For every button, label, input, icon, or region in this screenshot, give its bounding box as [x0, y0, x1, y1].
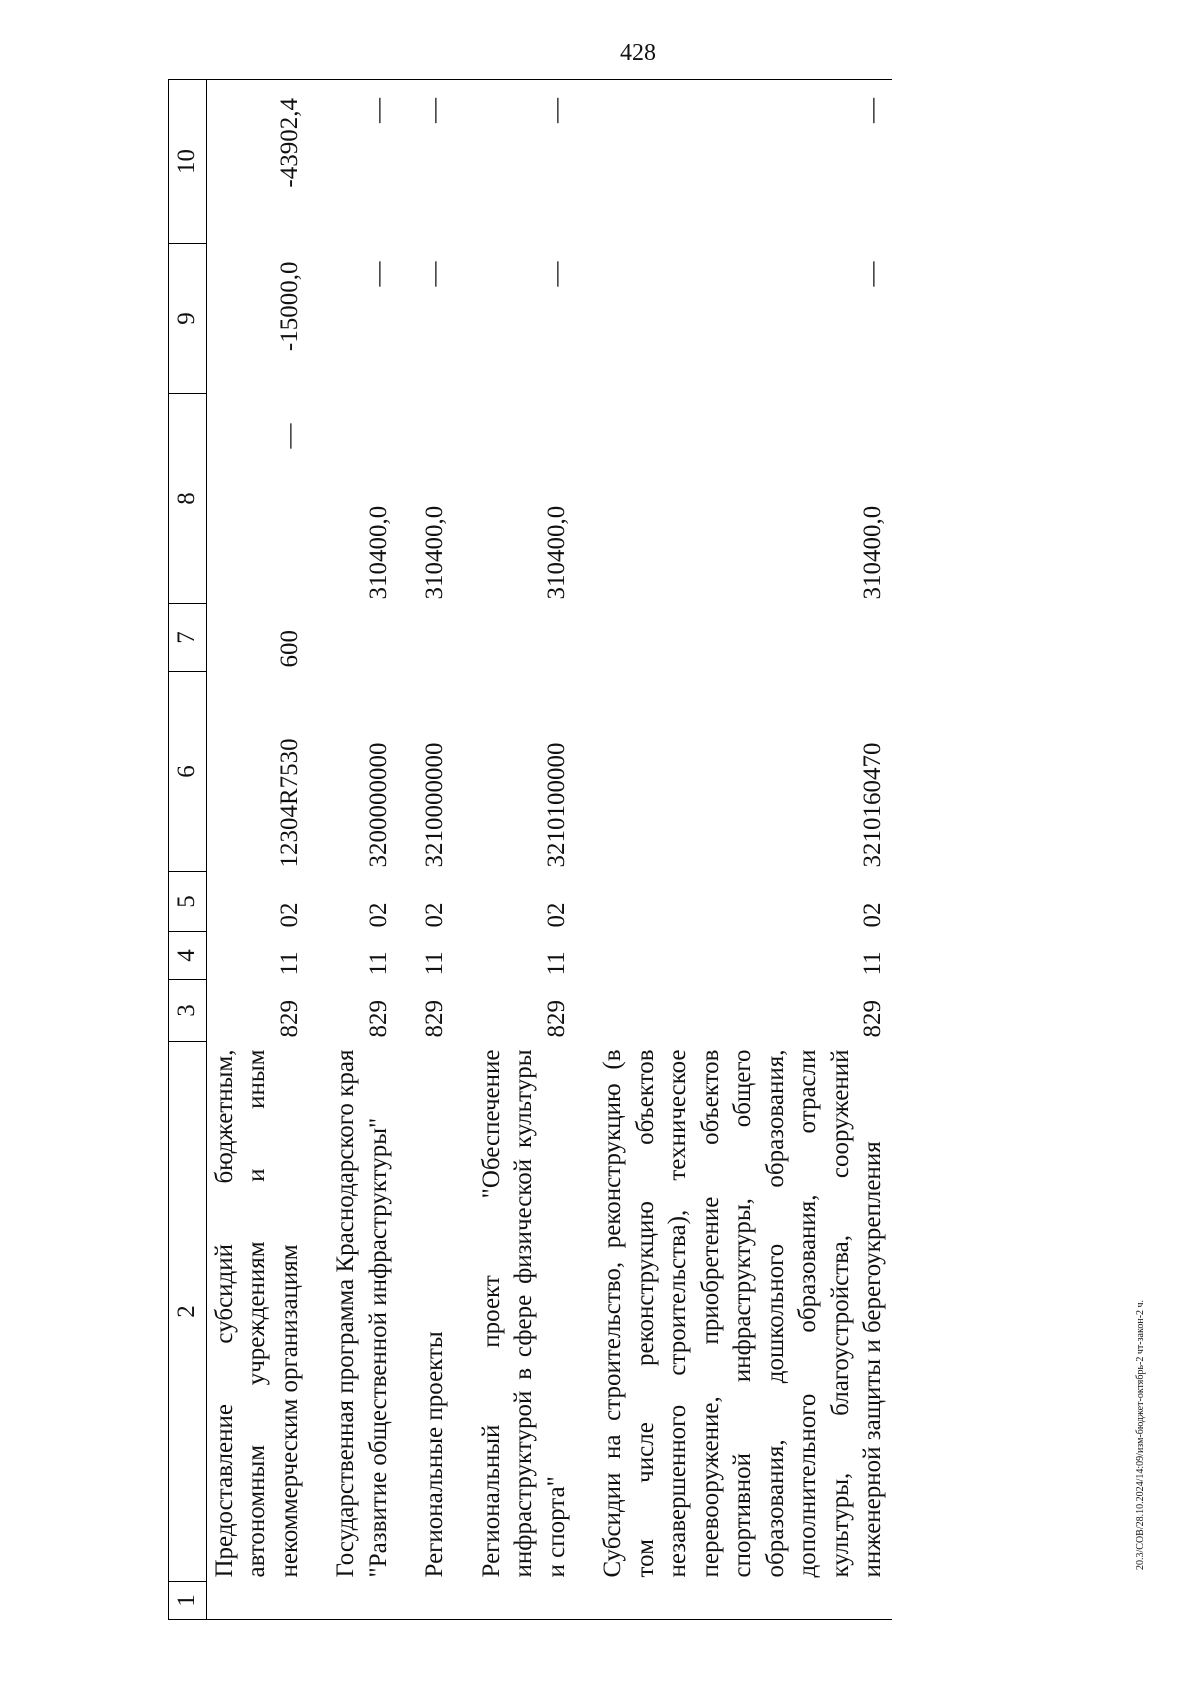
rotated-table-container	[168, 80, 1048, 1620]
cell-c5: 02	[421, 902, 448, 928]
cell-c8: 310400,0	[421, 505, 448, 600]
page-number: 428	[620, 40, 656, 66]
header-cell: 5	[169, 872, 207, 932]
cell-c6: 3210000000	[421, 742, 448, 868]
cell-c10: —	[328, 80, 397, 244]
cell-c9: —	[421, 261, 448, 287]
cell-c3: 829	[421, 1000, 448, 1038]
cell-c3: 829	[364, 1000, 392, 1038]
table-row	[474, 80, 576, 1620]
cell-c5: 02	[364, 902, 392, 928]
row-name: Предоставление субсидий бюджетным, автономным учреждениям и иным некоммерческим организациям	[210, 1049, 303, 1578]
cell-c10: —	[417, 80, 454, 244]
cell-c4: 11	[859, 951, 886, 976]
cell-c10: —	[595, 80, 892, 244]
row-index-cell	[417, 1582, 454, 1620]
header-cell: 6	[169, 672, 207, 872]
cell-c7	[417, 604, 454, 672]
table-row	[595, 80, 892, 1620]
row-name: Государственная программа Краснодарского края "Развитие общественной инфраструктуры"	[332, 1049, 392, 1578]
cell-c7	[328, 604, 397, 672]
cell-c4: 11	[421, 951, 448, 976]
cell-c4: 11	[364, 951, 392, 976]
cell-c6: 12304R7530	[275, 738, 303, 868]
row-index-cell	[328, 1582, 397, 1620]
table-row	[206, 80, 308, 1620]
cell-c5: 02	[542, 902, 570, 928]
footer-document-code: 20.3/СОВ/28.10.2024/14:09/изм-бюджет-октябрь-2 чт-закон-2 ч.	[1135, 1299, 1146, 1570]
cell-c8: 310400,0	[859, 505, 886, 600]
row-index-cell	[474, 1582, 576, 1620]
cell-c10: —	[474, 80, 576, 244]
cell-c3: 829	[275, 1000, 303, 1038]
row-index-cell	[206, 1582, 308, 1620]
cell-c3: 829	[542, 1000, 570, 1038]
cell-c9: —	[859, 261, 886, 287]
cell-c9: -15000,0	[275, 261, 303, 352]
cell-c10: -43902,4	[206, 80, 308, 244]
cell-c7	[595, 604, 892, 672]
cell-c8: 310400,0	[542, 505, 570, 600]
cell-c3: 829	[859, 1000, 886, 1038]
cell-c6: 3210160470	[859, 742, 886, 868]
cell-c5: 02	[275, 902, 303, 928]
header-cell: 8	[169, 394, 207, 604]
cell-c5: 02	[859, 902, 886, 928]
cell-c8: 310400,0	[364, 505, 392, 600]
row-name: Субсидии на строительство, реконструкцию (в том числе реконструкцию объектов незавершенного строительства), техническое перевооружение, приобретение объектов спортивной инфраструктуры, общего образования, дошкольного образования, дополнительного образования, отрасли культуры, благоустройства, сооружений инженерной защиты и берегоукрепления	[599, 1049, 886, 1578]
header-cell: 10	[169, 80, 207, 244]
table-row	[328, 80, 397, 1620]
row-name: Региональный проект "Обеспечение инфраструктурой в сфере физической культуры и спорта"	[477, 1049, 570, 1578]
header-cell: 4	[169, 932, 207, 980]
cell-c7	[474, 604, 576, 672]
cell-c6: 3200000000	[364, 742, 392, 868]
header-cell: 7	[169, 604, 207, 672]
row-name: Региональные проекты	[421, 1331, 448, 1578]
cell-c9: —	[542, 261, 570, 287]
cell-c9: —	[364, 261, 392, 287]
budget-table	[168, 79, 892, 1620]
header-row	[169, 80, 207, 1620]
row-index-cell	[595, 1582, 892, 1620]
cell-c7: 600	[275, 630, 303, 668]
table-row	[417, 80, 454, 1620]
cell-c4: 11	[275, 951, 303, 976]
header-cell: 3	[169, 980, 207, 1042]
cell-c4: 11	[542, 951, 570, 976]
cell-c6: 3210100000	[542, 742, 570, 868]
header-cell: 2	[169, 1042, 207, 1582]
cell-c8: —	[275, 423, 303, 449]
header-cell: 1	[169, 1582, 207, 1620]
header-cell: 9	[169, 244, 207, 394]
